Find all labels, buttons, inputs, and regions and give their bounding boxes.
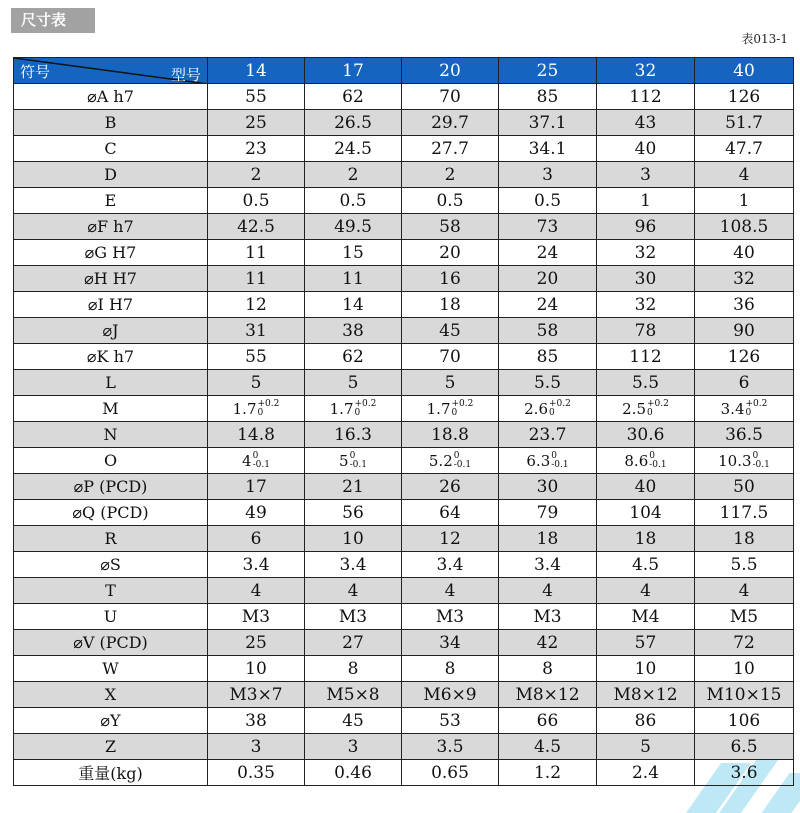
table-cell: 1.2 (499, 760, 597, 786)
table-cell: M8×12 (499, 682, 597, 708)
row-label: O (14, 448, 208, 474)
tolerance-upper: 0 (453, 450, 460, 461)
table-cell: 5.5 (597, 370, 695, 396)
tolerance-upper: +0.2 (647, 398, 669, 409)
table-cell: 38 (305, 318, 402, 344)
table-cell: 20 (499, 266, 597, 292)
table-cell: 47.7 (695, 136, 794, 162)
tolerance-lower: -0.1 (349, 459, 367, 470)
tolerance-upper: +0.2 (549, 398, 571, 409)
table-row (14, 422, 794, 448)
table-cell: 14 (305, 292, 402, 318)
table-cell: 57 (597, 630, 695, 656)
tolerance-value (242, 452, 270, 470)
table-body (14, 84, 794, 786)
table-row (14, 630, 794, 656)
table-cell (305, 396, 402, 422)
table-row (14, 110, 794, 136)
table-cell: 0.65 (402, 760, 499, 786)
table-row (14, 656, 794, 682)
table-cell: 58 (402, 214, 499, 240)
tolerance-upper: +0.2 (451, 398, 474, 409)
row-label: M (14, 396, 208, 422)
table-cell: 73 (499, 214, 597, 240)
table-cell (402, 448, 499, 474)
table-cell: 8 (305, 656, 402, 682)
table-cell: 10 (305, 526, 402, 552)
table-cell: 51.7 (695, 110, 794, 136)
tolerance-lower: 0 (647, 407, 653, 418)
table-row (14, 500, 794, 526)
table-row (14, 136, 794, 162)
table-cell: 40 (695, 240, 794, 266)
tolerance-lower: 0 (451, 407, 458, 418)
table-cell: 49 (208, 500, 305, 526)
table-cell: 25 (208, 630, 305, 656)
table-cell: 36 (695, 292, 794, 318)
table-cell: 62 (305, 344, 402, 370)
table-cell: 70 (402, 344, 499, 370)
table-cell: 32 (695, 266, 794, 292)
table-row (14, 292, 794, 318)
table-cell (208, 396, 305, 422)
table-cell: 85 (499, 84, 597, 110)
table-cell: 25 (208, 110, 305, 136)
table-cell: 24 (499, 240, 597, 266)
column-header: 25 (499, 58, 597, 84)
table-cell: 32 (597, 240, 695, 266)
table-cell: 56 (305, 500, 402, 526)
table-cell: 62 (305, 84, 402, 110)
table-cell (499, 448, 597, 474)
table-cell: 3 (208, 734, 305, 760)
tolerance-base: 5.2 (428, 451, 453, 470)
table-cell: 3 (305, 734, 402, 760)
table-row (14, 214, 794, 240)
table-cell: 4 (695, 162, 794, 188)
table-cell: 18 (597, 526, 695, 552)
tolerance-value (330, 400, 377, 418)
table-cell: 31 (208, 318, 305, 344)
table-cell: 20 (402, 240, 499, 266)
table-cell: 23.7 (499, 422, 597, 448)
table-cell: 55 (208, 84, 305, 110)
row-label: ⌀K h7 (14, 344, 208, 370)
header-corner-cell (14, 58, 208, 84)
table-cell: 5 (305, 370, 402, 396)
tolerance-base: 2.6 (524, 399, 548, 418)
table-cell: 36.5 (695, 422, 794, 448)
dimension-table (13, 57, 794, 786)
table-cell: 29.7 (402, 110, 499, 136)
table-cell: 72 (695, 630, 794, 656)
tolerance-base: 4 (242, 451, 252, 470)
table-cell: 106 (695, 708, 794, 734)
table-cell: 66 (499, 708, 597, 734)
row-label: Z (14, 734, 208, 760)
table-cell: 18.8 (402, 422, 499, 448)
tolerance-value (524, 400, 571, 418)
column-header: 32 (597, 58, 695, 84)
table-cell: 42 (499, 630, 597, 656)
row-label: ⌀J (14, 318, 208, 344)
table-cell: 1 (597, 188, 695, 214)
table-row (14, 682, 794, 708)
tolerance-base: 8.6 (624, 451, 649, 470)
tolerance-lower: -0.1 (649, 459, 667, 470)
table-cell: 11 (305, 266, 402, 292)
table-cell: 5.5 (499, 370, 597, 396)
tolerance-base: 10.3 (718, 451, 752, 470)
table-row (14, 396, 794, 422)
table-cell: 38 (208, 708, 305, 734)
table-cell: 49.5 (305, 214, 402, 240)
table-cell: 126 (695, 84, 794, 110)
table-cell: 27.7 (402, 136, 499, 162)
table-cell: 70 (402, 84, 499, 110)
table-cell: 5.5 (695, 552, 794, 578)
table-cell: M10×15 (695, 682, 794, 708)
table-cell: 37.1 (499, 110, 597, 136)
tolerance-lower: -0.1 (752, 459, 770, 470)
table-cell: 26.5 (305, 110, 402, 136)
table-cell: 2 (305, 162, 402, 188)
tolerance-value (339, 452, 367, 470)
table-cell: 3 (499, 162, 597, 188)
model-header: 型号 (170, 66, 201, 84)
table-cell: 3.5 (402, 734, 499, 760)
table-cell: 12 (208, 292, 305, 318)
tolerance-value (718, 452, 770, 470)
tolerance-upper: 0 (649, 450, 655, 461)
column-header: 40 (695, 58, 794, 84)
table-cell: 11 (208, 240, 305, 266)
table-cell: 43 (597, 110, 695, 136)
table-cell: 117.5 (695, 500, 794, 526)
table-cell: 40 (597, 474, 695, 500)
row-label: 重量(kg) (14, 760, 208, 786)
table-cell: 24 (499, 292, 597, 318)
table-cell: 4.5 (597, 552, 695, 578)
table-id: 表013-1 (741, 32, 788, 46)
table-cell: 40 (597, 136, 695, 162)
table-cell: 126 (695, 344, 794, 370)
table-cell: 3.4 (305, 552, 402, 578)
table-cell (597, 396, 695, 422)
table-cell: M5×8 (305, 682, 402, 708)
table-cell: 53 (402, 708, 499, 734)
table-row (14, 370, 794, 396)
tolerance-value (526, 452, 568, 470)
table-cell: 0.5 (305, 188, 402, 214)
row-label: ⌀A h7 (14, 84, 208, 110)
tolerance-base: 5 (339, 451, 349, 470)
table-cell: 3.4 (499, 552, 597, 578)
table-cell: 112 (597, 344, 695, 370)
table-cell (208, 448, 305, 474)
table-cell: 18 (499, 526, 597, 552)
tolerance-value (721, 400, 768, 418)
table-cell: 30 (499, 474, 597, 500)
row-label: B (14, 110, 208, 136)
row-label: E (14, 188, 208, 214)
table-row (14, 448, 794, 474)
table-row (14, 162, 794, 188)
tolerance-base: 6.3 (526, 451, 551, 470)
row-label: U (14, 604, 208, 630)
table-cell: 26 (402, 474, 499, 500)
row-label: L (14, 370, 208, 396)
table-cell: M3 (402, 604, 499, 630)
table-cell: 6 (695, 370, 794, 396)
table-cell: 14.8 (208, 422, 305, 448)
table-row (14, 760, 794, 786)
row-label: X (14, 682, 208, 708)
tolerance-upper: +0.2 (745, 398, 768, 409)
tolerance-base: 1.7 (232, 399, 257, 418)
row-label: C (14, 136, 208, 162)
table-row (14, 734, 794, 760)
table-cell: 6.5 (695, 734, 794, 760)
table-cell: 5 (402, 370, 499, 396)
table-cell: 8 (499, 656, 597, 682)
tolerance-upper: 0 (752, 450, 759, 461)
row-label: ⌀Q (PCD) (14, 500, 208, 526)
table-cell: 34.1 (499, 136, 597, 162)
table-cell: 4 (305, 578, 402, 604)
table-row (14, 344, 794, 370)
table-cell: 55 (208, 344, 305, 370)
table-cell: 12 (402, 526, 499, 552)
table-cell: M6×9 (402, 682, 499, 708)
table-cell: 18 (695, 526, 794, 552)
tolerance-base: 2.5 (622, 399, 646, 418)
table-cell (499, 396, 597, 422)
tolerance-lower: 0 (549, 407, 555, 418)
tolerance-lower: 0 (257, 407, 264, 418)
table-cell: 34 (402, 630, 499, 656)
table-cell: 3.6 (695, 760, 794, 786)
table-cell: 0.35 (208, 760, 305, 786)
column-header: 14 (208, 58, 305, 84)
table-cell: 3.4 (208, 552, 305, 578)
tolerance-lower: -0.1 (453, 459, 472, 470)
table-cell: 2 (208, 162, 305, 188)
column-header: 20 (402, 58, 499, 84)
row-label: W (14, 656, 208, 682)
table-cell: 45 (402, 318, 499, 344)
row-label: ⌀G H7 (14, 240, 208, 266)
tolerance-upper: +0.2 (354, 398, 377, 409)
table-cell: 85 (499, 344, 597, 370)
table-cell: 3 (597, 162, 695, 188)
table-cell: 0.5 (402, 188, 499, 214)
table-row (14, 84, 794, 110)
table-cell: 50 (695, 474, 794, 500)
table-row (14, 266, 794, 292)
table-cell: 10 (208, 656, 305, 682)
table-cell: 96 (597, 214, 695, 240)
table-cell: 4 (402, 578, 499, 604)
column-header: 17 (305, 58, 402, 84)
tolerance-base: 1.7 (329, 399, 354, 418)
table-cell: 4 (499, 578, 597, 604)
symbol-header: 符号 (20, 63, 51, 81)
table-cell: 4 (597, 578, 695, 604)
table-cell: 30 (597, 266, 695, 292)
table-cell: 104 (597, 500, 695, 526)
tolerance-upper: 0 (551, 450, 557, 461)
tolerance-lower: -0.1 (551, 459, 569, 470)
row-label: ⌀H H7 (14, 266, 208, 292)
table-row (14, 604, 794, 630)
table-cell: M3 (305, 604, 402, 630)
table-cell: 5 (597, 734, 695, 760)
table-row (14, 188, 794, 214)
table-cell: 23 (208, 136, 305, 162)
tolerance-lower: 0 (354, 407, 361, 418)
table-cell (305, 448, 402, 474)
table-cell: 86 (597, 708, 695, 734)
table-cell: M3 (208, 604, 305, 630)
table-cell: 79 (499, 500, 597, 526)
table-cell: 8 (402, 656, 499, 682)
table-cell: M3 (499, 604, 597, 630)
table-cell: 24.5 (305, 136, 402, 162)
table-row (14, 240, 794, 266)
table-cell: 16.3 (305, 422, 402, 448)
row-label: ⌀I H7 (14, 292, 208, 318)
table-cell (695, 448, 794, 474)
table-cell: 90 (695, 318, 794, 344)
tolerance-lower: -0.1 (252, 459, 270, 470)
table-cell: 11 (208, 266, 305, 292)
table-cell: 108.5 (695, 214, 794, 240)
table-row (14, 474, 794, 500)
tolerance-value (233, 400, 280, 418)
table-header-row (14, 58, 794, 84)
table-cell: 78 (597, 318, 695, 344)
tolerance-upper: +0.2 (257, 398, 280, 409)
table-cell: 4 (695, 578, 794, 604)
table-cell: 5 (208, 370, 305, 396)
row-label: T (14, 578, 208, 604)
tolerance-base: 1.7 (426, 399, 451, 418)
row-label: ⌀S (14, 552, 208, 578)
tolerance-upper: 0 (349, 450, 356, 461)
table-cell: M4 (597, 604, 695, 630)
table-cell: 6 (208, 526, 305, 552)
table-cell: 58 (499, 318, 597, 344)
table-cell (695, 396, 794, 422)
tolerance-value (427, 400, 474, 418)
tolerance-upper: 0 (252, 450, 259, 461)
table-cell: 0.46 (305, 760, 402, 786)
row-label: N (14, 422, 208, 448)
table-cell: 18 (402, 292, 499, 318)
row-label: ⌀Y (14, 708, 208, 734)
table-cell: 10 (695, 656, 794, 682)
table-row (14, 578, 794, 604)
tolerance-value (622, 400, 669, 418)
table-row (14, 526, 794, 552)
table-cell (402, 396, 499, 422)
table-cell: 4.5 (499, 734, 597, 760)
table-cell: 16 (402, 266, 499, 292)
table-cell: 0.5 (208, 188, 305, 214)
table-cell: M3×7 (208, 682, 305, 708)
tolerance-base: 3.4 (720, 399, 745, 418)
row-label: ⌀F h7 (14, 214, 208, 240)
table-cell: 2 (402, 162, 499, 188)
table-cell: 10 (597, 656, 695, 682)
row-label: D (14, 162, 208, 188)
tolerance-value (624, 452, 666, 470)
table-cell: 2.4 (597, 760, 695, 786)
table-cell: M5 (695, 604, 794, 630)
table-cell: 1 (695, 188, 794, 214)
row-label: ⌀V (PCD) (14, 630, 208, 656)
row-label: ⌀P (PCD) (14, 474, 208, 500)
table-cell: 30.6 (597, 422, 695, 448)
row-label: R (14, 526, 208, 552)
table-cell: 42.5 (208, 214, 305, 240)
section-title: 尺寸表 (11, 8, 95, 33)
table-cell: 21 (305, 474, 402, 500)
table-cell: 112 (597, 84, 695, 110)
table-row (14, 552, 794, 578)
tolerance-lower: 0 (745, 407, 752, 418)
table-row (14, 708, 794, 734)
table-cell: M8×12 (597, 682, 695, 708)
table-cell: 64 (402, 500, 499, 526)
table-cell: 27 (305, 630, 402, 656)
table-cell: 17 (208, 474, 305, 500)
table-cell: 15 (305, 240, 402, 266)
table-cell: 4 (208, 578, 305, 604)
tolerance-value (429, 452, 471, 470)
table-cell: 3.4 (402, 552, 499, 578)
table-cell (597, 448, 695, 474)
table-row (14, 318, 794, 344)
table-cell: 45 (305, 708, 402, 734)
table-cell: 32 (597, 292, 695, 318)
table-cell: 0.5 (499, 188, 597, 214)
